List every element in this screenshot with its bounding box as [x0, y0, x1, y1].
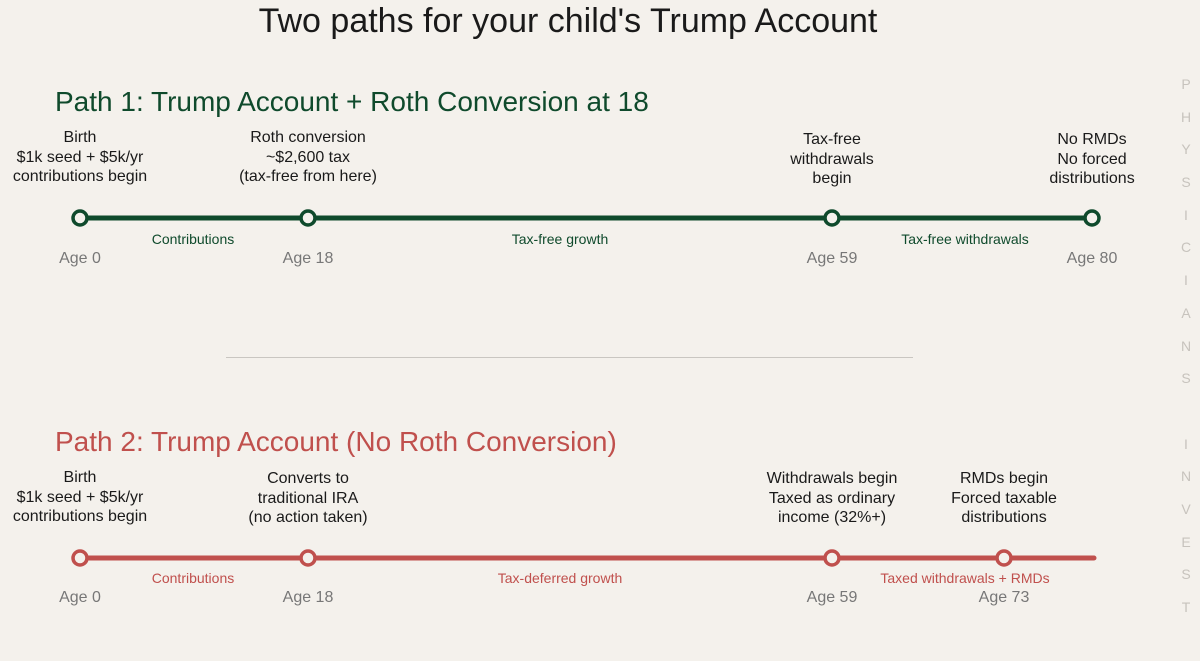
path2-milestone-age59-note: Withdrawals begin Taxed as ordinary income (32%+): [766, 470, 898, 526]
path2-age-73: Age 73: [978, 589, 1030, 606]
path1-milestone-age59-note: Tax-free withdrawals begin: [790, 131, 874, 187]
path1-node-age80: [1085, 211, 1099, 225]
path1-milestone-age18-note: Roth conversion ~$2,600 tax (tax-free from here): [239, 129, 377, 185]
path2-segment-tax-deferred-growth: Tax-deferred growth: [497, 570, 623, 586]
path2-node-age59: [825, 551, 839, 565]
path2-segment-taxed-withdrawals-rmds: Taxed withdrawals + RMDs: [880, 570, 1050, 586]
path1-segment-contributions: Contributions: [151, 231, 235, 247]
path1-age-0: Age 0: [59, 250, 101, 267]
path2-node-age73: [997, 551, 1011, 565]
path1-age-80: Age 80: [1066, 250, 1118, 267]
path1-node-age0: [73, 211, 87, 225]
path2-age-18: Age 18: [282, 589, 334, 606]
path1-milestone-age80-note: No RMDs No forced distributions: [1049, 131, 1135, 187]
path1-node-age59: [825, 211, 839, 225]
path1-segment-tax-free-withdrawals: Tax-free withdrawals: [901, 231, 1029, 247]
vertical-watermark: P H Y S I C I A N S I N V E S T: [1180, 76, 1192, 615]
path1-milestone-age0-note: Birth $1k seed + $5k/yr contributions begin: [12, 129, 148, 185]
path1-age-59: Age 59: [806, 250, 858, 267]
path1-age-18: Age 18: [282, 250, 334, 267]
path2-title: Path 2: Trump Account (No Roth Conversion): [55, 426, 617, 457]
path2-milestone-age0-note: Birth $1k seed + $5k/yr contributions begin: [12, 469, 148, 525]
path1-node-age18: [301, 211, 315, 225]
path2-node-age18: [301, 551, 315, 565]
path2-milestone-age73-note: RMDs begin Forced taxable distributions: [951, 470, 1057, 526]
path1-title: Path 1: Trump Account + Roth Conversion at 18: [55, 86, 649, 117]
path1-segment-tax-free-growth: Tax-free growth: [511, 231, 609, 247]
path2-segment-contributions: Contributions: [151, 570, 235, 586]
path2-age-0: Age 0: [59, 589, 101, 606]
path2-age-59: Age 59: [806, 589, 858, 606]
path2-node-age0: [73, 551, 87, 565]
path2-milestone-age18-note: Converts to traditional IRA (no action taken): [248, 470, 368, 526]
page-title: Two paths for your child's Trump Account: [258, 2, 878, 40]
